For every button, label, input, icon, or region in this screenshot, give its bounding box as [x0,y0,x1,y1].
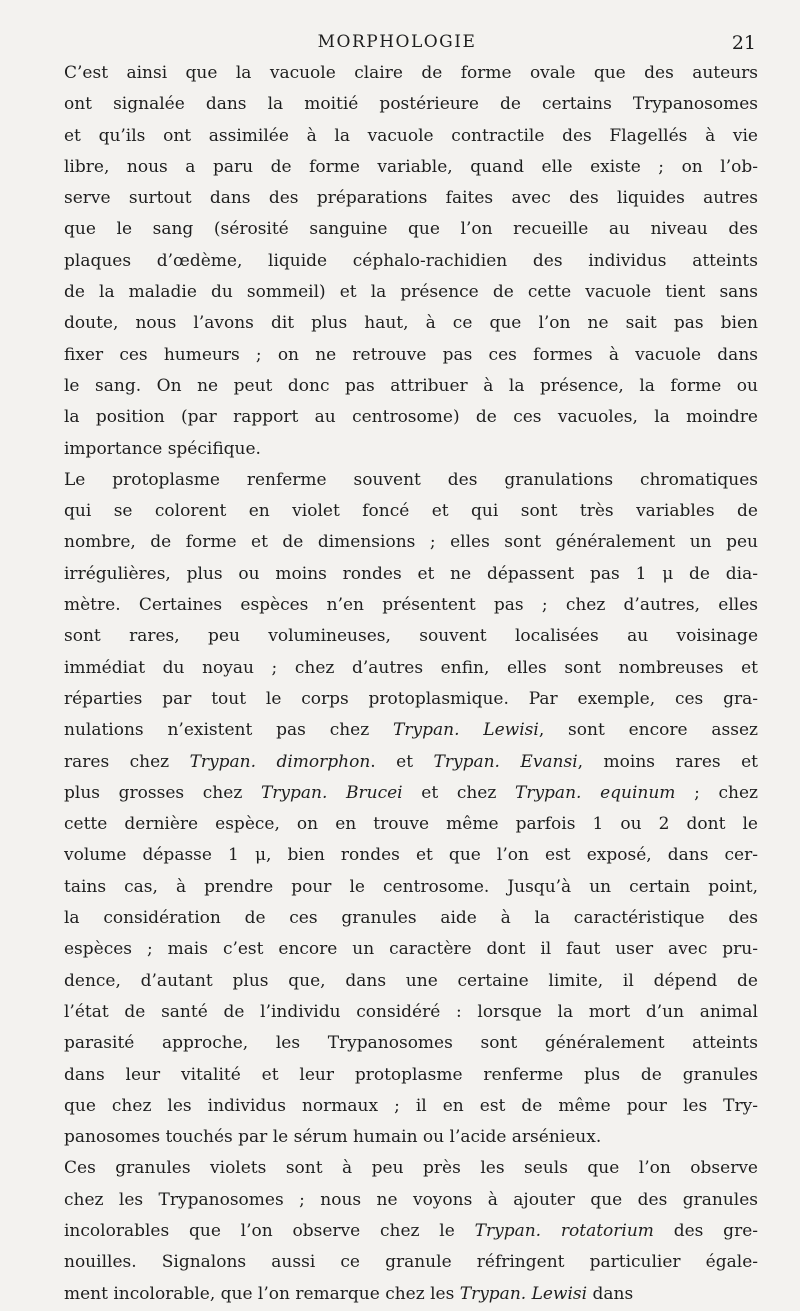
text-line [38,590,758,621]
italic-species-name: Trypan. dimorphon [189,751,371,772]
text-line [38,684,758,715]
text-run: dence, d’autant plus que, dans une certaine limite, il dépend de [64,970,758,991]
italic-species-name: Trypan. Lewisi [393,720,539,741]
text-line [38,934,758,965]
text-line [38,653,758,684]
text-run: plus grosses chez [64,782,261,803]
text-run: volume dépasse 1 μ, bien rondes et que l’on est exposé, dans cer- [64,845,758,866]
text-run: tains cas, à prendre pour le centrosome. Jusqu’à un certain point, [64,876,758,897]
text-run: serve surtout dans des préparations faites avec des liquides autres [64,188,758,209]
text-run: qui se colorent en violet foncé et qui sont très variables de [64,501,758,522]
text-line [38,183,758,214]
text-run: incolorables que l’on observe chez le [64,1220,475,1241]
body-text [38,58,758,1310]
text-run: ment incolorable, que l’on remarque chez les [64,1283,460,1304]
text-run: ont signalée dans la moitié postérieure de certains Trypanosomes [64,94,758,115]
page-number: 21 [731,32,756,54]
text-line [38,58,758,89]
italic-species-name: Trypan. Lewisi [459,1283,588,1304]
text-line [38,903,758,934]
text-line [38,1153,758,1184]
text-run: Le protoplasme renferme souvent des granulations chromatiques [64,469,758,490]
text-line [38,559,758,590]
text-line [38,340,758,371]
text-run: sont rares, peu volumineuses, souvent localisées au voisinage [64,626,758,647]
text-line [38,715,758,746]
text-run: l’état de santé de l’individu considéré : lorsque la mort d’un animal [64,1001,758,1022]
text-run: C’est ainsi que la vacuole claire de forme ovale que des auteurs [64,63,758,83]
text-run: rares chez [64,751,190,772]
italic-species-name: Trypan. rotatorium [474,1220,654,1241]
text-run: dans leur vitalité et leur protoplasme renferme plus de granules [64,1064,758,1085]
text-run: mètre. Certaines espèces n’en présentent pas ; chez d’autres, elles [64,595,758,616]
text-line [38,1091,758,1122]
text-line [38,527,758,558]
text-run: plaques d’œdème, liquide céphalo-rachidien des individus atteints [64,250,758,271]
text-run: , sont encore assez [538,720,758,741]
text-run: nombre, de forme et de dimensions ; elles sont généralement un peu [64,532,758,553]
text-run: chez les Trypanosomes ; nous ne voyons à ajouter que des granules [64,1189,758,1210]
text-line [38,214,758,245]
text-line [38,1216,758,1247]
text-line [38,621,758,652]
text-run: cette dernière espèce, on en trouve même parfois 1 ou 2 dont le [64,814,758,835]
text-run: Ces granules violets sont à peu près les seuls que l’on observe [64,1158,758,1179]
text-line [38,872,758,903]
text-line [38,308,758,339]
text-line [38,778,758,809]
text-run: la considération de ces granules aide à la caractéristique des [64,908,758,929]
italic-species-name: Trypan. equinum [514,782,676,803]
text-run: de la maladie du sommeil) et la présence de cette vacuole tient sans [64,282,758,303]
text-run: dans [587,1283,634,1304]
text-line [38,1122,758,1153]
paragraph-granulations [38,465,758,1154]
text-line [38,1279,758,1310]
text-run: panosomes touchés par le sérum humain ou l’acide arsénieux. [64,1127,602,1148]
text-run: nulations n’existent pas chez [64,720,394,741]
text-line [38,1247,758,1278]
text-line [38,465,758,496]
text-line [38,434,758,465]
text-run: réparties par tout le corps protoplasmique. Par exemple, ces gra- [64,688,758,709]
running-title: MORPHOLOGIE [317,32,477,52]
text-line [38,402,758,433]
text-run: et qu’ils ont assimilée à la vacuole contractile des Flagellés à vie [64,125,758,146]
text-run: fixer ces humeurs ; on ne retrouve pas ces formes à vacuole dans [64,344,758,365]
text-line [38,1060,758,1091]
text-run: irrégulières, plus ou moins rondes et ne dépassent pas 1 μ de dia- [64,563,758,584]
text-line [38,1185,758,1216]
text-line [38,1028,758,1059]
text-line [38,966,758,997]
paragraph-colorless-granules [38,1153,758,1309]
paragraph-vacuole [38,58,758,465]
text-run: ; chez [675,782,758,803]
text-run: le sang. On ne peut donc pas attribuer à la présence, la forme ou [64,375,758,396]
text-line [38,840,758,871]
text-run: et chez [402,782,515,803]
text-run: doute, nous l’avons dit plus haut, à ce que l’on ne sait pas bien [64,313,758,334]
text-line [38,809,758,840]
text-line [38,89,758,120]
text-run: . et [370,751,434,772]
text-run: que chez les individus normaux ; il en est de même pour les Try- [64,1095,758,1116]
text-run: des gre- [653,1220,758,1241]
text-run: la position (par rapport au centrosome) de ces vacuoles, la moindre [64,407,758,428]
text-run: espèces ; mais c’est encore un caractère dont il faut user avec pru- [64,939,758,960]
text-run: importance spécifique. [64,438,261,459]
text-line [38,277,758,308]
text-line [38,152,758,183]
text-line [38,246,758,277]
italic-species-name: Trypan. Evansi [433,751,578,772]
text-run: , moins rares et [577,751,758,772]
text-run: parasité approche, les Trypanosomes sont généralement atteints [64,1033,758,1054]
text-line [38,496,758,527]
text-run: nouilles. Signalons aussi ce granule réfringent particulier égale- [64,1252,758,1273]
text-run: immédiat du noyau ; chez d’autres enfin, elles sont nombreuses et [64,657,758,678]
text-line [38,747,758,778]
text-run: libre, nous a paru de forme variable, quand elle existe ; on l’ob- [64,156,758,177]
text-run: que le sang (sérosité sanguine que l’on recueille au niveau des [64,219,758,240]
text-line [38,997,758,1028]
italic-species-name: Trypan. Brucei [260,782,403,803]
text-line [38,371,758,402]
text-line [38,121,758,152]
